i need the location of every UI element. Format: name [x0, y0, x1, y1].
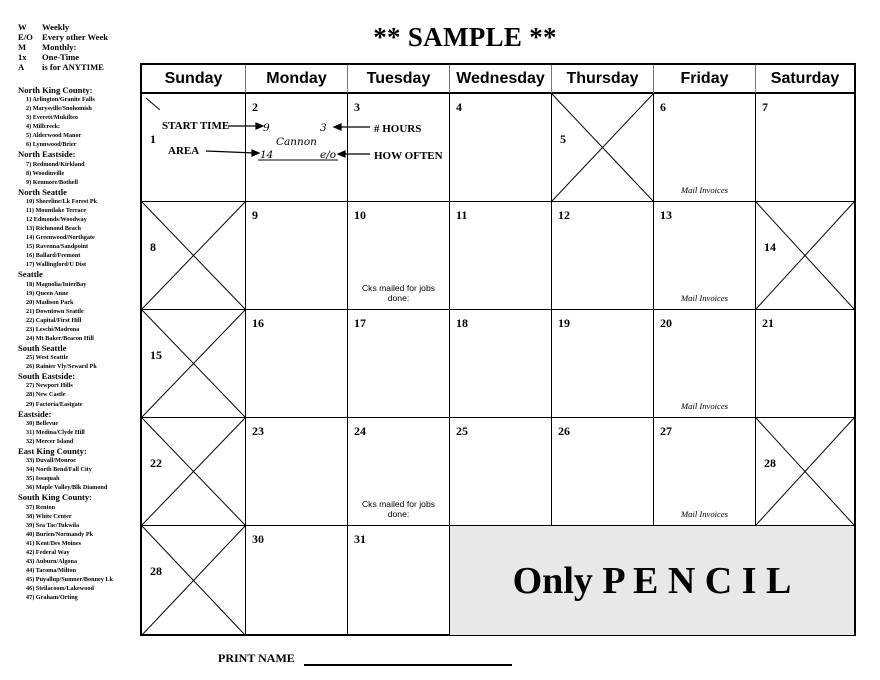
- area-item: 32) Mercer Island: [26, 437, 74, 445]
- area-item: 22) Capital/First Hill: [26, 316, 82, 324]
- day-number: 15: [150, 348, 162, 362]
- day-number: 30: [252, 532, 264, 546]
- calendar-day-cell[interactable]: [552, 310, 654, 418]
- print-name-label: PRINT NAME: [218, 651, 295, 665]
- area-item: 33) Duvall/Monroe: [26, 457, 76, 465]
- area-item: 24) Mt Baker/Beacon Hill: [26, 334, 94, 342]
- legend-row: [18, 52, 140, 62]
- area-item: 13) Richmond Beach: [26, 225, 82, 233]
- day-header-sunday: Sunday: [142, 65, 246, 93]
- how-often-value: e/o: [320, 149, 337, 161]
- area-item: 45) Puyallup/Sumner/Bonney Lk: [26, 575, 113, 583]
- legend-desc: One-Time: [42, 52, 80, 62]
- mail-invoices-note: Mail Invoices: [680, 185, 728, 195]
- area-item: 17) Wallingford/U Dist: [26, 261, 87, 269]
- day-number: 3: [354, 100, 360, 114]
- calendar-day-cell[interactable]: [246, 310, 348, 418]
- area-item: 20) Madison Park: [26, 298, 74, 306]
- calendar-day-cell[interactable]: [450, 418, 552, 526]
- legend-code: A: [18, 62, 25, 72]
- calendar-day-cell[interactable]: [142, 418, 246, 526]
- area-value: 14: [260, 149, 274, 161]
- unavailable-x-mark: [756, 202, 854, 309]
- area-item: 38) White Center: [26, 512, 72, 520]
- day-number: 31: [354, 532, 366, 546]
- day-number: 21: [762, 316, 774, 330]
- day-number: 8: [150, 240, 156, 254]
- area-item: 1) Arlington/Granite Falls: [26, 96, 95, 104]
- day-number: 24: [354, 424, 366, 438]
- day-number: 22: [150, 456, 162, 470]
- legend-row: [18, 32, 140, 42]
- start-time-value: 9: [263, 122, 270, 134]
- unavailable-x-mark: [142, 418, 245, 525]
- area-item: 43) Auburn/Algona: [26, 557, 78, 565]
- legend-code: W: [18, 22, 27, 32]
- mail-invoices-note: Mail Invoices: [680, 401, 728, 411]
- day-number: 23: [252, 424, 264, 438]
- legend-desc: Monthly:: [42, 42, 77, 52]
- legend: [18, 22, 140, 72]
- area-region-heading: Eastside:: [18, 408, 52, 419]
- area-list: [18, 85, 142, 602]
- area-item: 26) Rainier Vly/Seward Pk: [26, 363, 97, 371]
- day-number: 13: [660, 208, 672, 222]
- area-item: 47) Graham/Orting: [26, 593, 78, 601]
- calendar-day-cell[interactable]: [142, 202, 246, 310]
- day-number: 28: [150, 564, 162, 578]
- area-label: AREA: [168, 145, 200, 157]
- print-name-field[interactable]: [304, 664, 512, 666]
- area-region-heading: North King County:: [18, 85, 93, 95]
- unavailable-x-mark: [552, 94, 653, 201]
- calendar-day-cell[interactable]: [756, 418, 854, 526]
- area-item: 23) Leschi/Madrona: [26, 325, 80, 333]
- pencil-notice-box: [450, 526, 854, 635]
- day-number: 7: [762, 100, 768, 114]
- calendar-day-cell[interactable]: [246, 418, 348, 526]
- day-number: 20: [660, 316, 672, 330]
- area-item: 14) Greenwood/Northgate: [26, 234, 95, 242]
- area-item: 44) Tacoma/Milton: [26, 566, 77, 574]
- day-header-thursday: Thursday: [552, 65, 654, 93]
- day-number: 25: [456, 424, 468, 438]
- checks-mailed-note: Cks mailed for jobs done:: [361, 283, 436, 303]
- calendar-day-cell[interactable]: [450, 202, 552, 310]
- day-number: 14: [764, 240, 776, 254]
- legend-row: [18, 42, 140, 52]
- calendar-day-cell[interactable]: [246, 526, 348, 635]
- calendar-day-cell[interactable]: [246, 94, 348, 202]
- area-item: 10) Shoreline/Lk Forest Pk: [26, 198, 98, 206]
- start-time-label: START TIME: [162, 120, 230, 132]
- pencil-notice: Only P E N C I L: [512, 559, 792, 602]
- area-region-heading: North Eastside:: [18, 149, 76, 160]
- calendar-day-cell[interactable]: [654, 310, 756, 418]
- area-region-heading: South Seattle: [18, 342, 67, 353]
- area-region-heading: Seattle: [18, 269, 43, 280]
- area-item: 21) Downtown Seattle: [26, 307, 84, 315]
- day-number: 5: [560, 132, 566, 146]
- calendar-day-cell[interactable]: [348, 310, 450, 418]
- day-number: 6: [660, 100, 666, 114]
- calendar-day-cell[interactable]: [654, 94, 756, 202]
- area-item: 46) Steilacoom/Lakewood: [26, 584, 94, 592]
- area-item: 34) North Bend/Fall City: [26, 466, 92, 474]
- legend-code: E/O: [18, 32, 33, 42]
- day-header-monday: Monday: [246, 65, 348, 93]
- day-header-friday: Friday: [654, 65, 756, 93]
- calendar-day-cell[interactable]: [348, 526, 450, 635]
- hours-value: 3: [320, 122, 327, 134]
- area-item: 12 Edmonds/Woodway: [26, 216, 87, 224]
- area-region-heading: East King County:: [18, 445, 87, 456]
- area-item: 28) New Castle: [26, 391, 66, 399]
- calendar-day-cell[interactable]: [552, 94, 654, 202]
- legend-code: M: [18, 42, 27, 52]
- area-item: 31) Medina/Clyde Hill: [26, 428, 85, 436]
- calendar-day-cell[interactable]: [142, 310, 246, 418]
- area-item: 30) Bellevue: [26, 419, 59, 427]
- area-item: 41) Kent/Des Moines: [26, 539, 81, 547]
- day-number: 1: [150, 132, 156, 146]
- legend-row: [18, 22, 140, 32]
- day-number: 4: [456, 100, 462, 114]
- hours-label: # HOURS: [374, 123, 422, 135]
- area-item: 29) Factoria/Eastgate: [26, 400, 83, 408]
- legend-desc: Weekly: [42, 22, 70, 32]
- legend-code: 1x: [18, 52, 27, 62]
- how-often-label: HOW OFTEN: [374, 150, 443, 162]
- calendar-day-cell[interactable]: [348, 202, 450, 310]
- area-item: 3) Everett/Mukilteo: [26, 114, 78, 122]
- area-item: 19) Queen Anne: [26, 289, 69, 297]
- area-item: 25) West Seattle: [26, 354, 69, 362]
- legend-desc: is for ANYTIME: [42, 62, 104, 72]
- area-item: 5) Alderwood Manor: [26, 132, 82, 140]
- customer-name-value: Cannon: [276, 136, 317, 148]
- unavailable-x-mark: [756, 418, 854, 525]
- area-region-heading: South Eastside:: [18, 371, 76, 382]
- checks-mailed-note: Cks mailed for jobs done:: [361, 499, 436, 519]
- calendar-day-cell[interactable]: [142, 526, 246, 635]
- area-item: 37) Renton: [26, 503, 56, 511]
- area-item: 42) Federal Way: [26, 548, 70, 556]
- area-item: 4) Millcreek:: [26, 123, 61, 131]
- day-number: 17: [354, 316, 366, 330]
- area-item: 9) Kenmore/Bothell: [26, 178, 78, 186]
- calendar-day-cell[interactable]: [348, 94, 450, 202]
- calendar-day-cell[interactable]: [450, 310, 552, 418]
- day-number: 11: [456, 208, 468, 222]
- area-item: 7) Redmond/Kirkland: [26, 160, 85, 168]
- area-item: 8) Woodinville: [26, 169, 65, 177]
- day-number: 2: [252, 100, 258, 114]
- calendar-day-cell[interactable]: [246, 202, 348, 310]
- mail-invoices-note: Mail Invoices: [680, 509, 728, 519]
- area-item: 2) Marysville/Snohomish: [26, 105, 92, 113]
- area-item: 6) Lynnwood/Brier: [26, 141, 77, 149]
- day-header-saturday: Saturday: [770, 70, 840, 87]
- day-number: 9: [252, 208, 258, 222]
- area-item: 40) Burien/Normandy Pk: [26, 530, 94, 538]
- day-header-tuesday: Tuesday: [348, 65, 450, 93]
- area-item: 15) Ravenna/Sandpoint: [26, 243, 89, 251]
- day-number: 19: [558, 316, 570, 330]
- area-item: 39) Sea Tac/Tukwila: [26, 521, 80, 529]
- unavailable-x-mark: [142, 310, 245, 417]
- day-number: 16: [252, 316, 264, 330]
- unavailable-x-mark: [142, 202, 245, 309]
- page-title: ** SAMPLE **: [373, 22, 557, 52]
- calendar-day-cell[interactable]: [552, 202, 654, 310]
- day-number: 27: [660, 424, 672, 438]
- day-number: 10: [354, 208, 366, 222]
- legend-desc: Every other Week: [42, 32, 109, 42]
- calendar-day-cell[interactable]: [756, 310, 854, 418]
- legend-row: [18, 62, 140, 72]
- area-region-heading: South King County:: [18, 492, 93, 503]
- area-item: 18) Magnolia/InterBay: [26, 280, 87, 288]
- calendar-day-cell[interactable]: [654, 202, 756, 310]
- area-region-heading: North Seattle: [18, 186, 67, 197]
- area-item: 36) Maple Valley/Blk Diamond: [26, 484, 108, 492]
- area-item: 27) Newport Hills: [26, 382, 73, 390]
- day-header-wednesday: Wednesday: [450, 65, 552, 93]
- day-number: 26: [558, 424, 570, 438]
- day-number: 12: [558, 208, 570, 222]
- day-number: 28: [764, 456, 776, 470]
- area-item: 35) Issaquah: [26, 475, 60, 483]
- calendar-day-cell[interactable]: [756, 202, 854, 310]
- day-number: 18: [456, 316, 468, 330]
- calendar-day-cell[interactable]: [654, 418, 756, 526]
- area-item: 16) Ballard/Fremont: [26, 252, 81, 260]
- area-item: 11) Mountlake Terrace: [26, 207, 87, 215]
- mail-invoices-note: Mail Invoices: [680, 293, 728, 303]
- unavailable-x-mark: [142, 526, 245, 635]
- calendar-day-cell[interactable]: [552, 418, 654, 526]
- calendar-day-cell[interactable]: [450, 94, 552, 202]
- calendar-day-cell[interactable]: [348, 418, 450, 526]
- calendar-grid: [140, 63, 856, 636]
- calendar-day-cell[interactable]: [756, 94, 854, 202]
